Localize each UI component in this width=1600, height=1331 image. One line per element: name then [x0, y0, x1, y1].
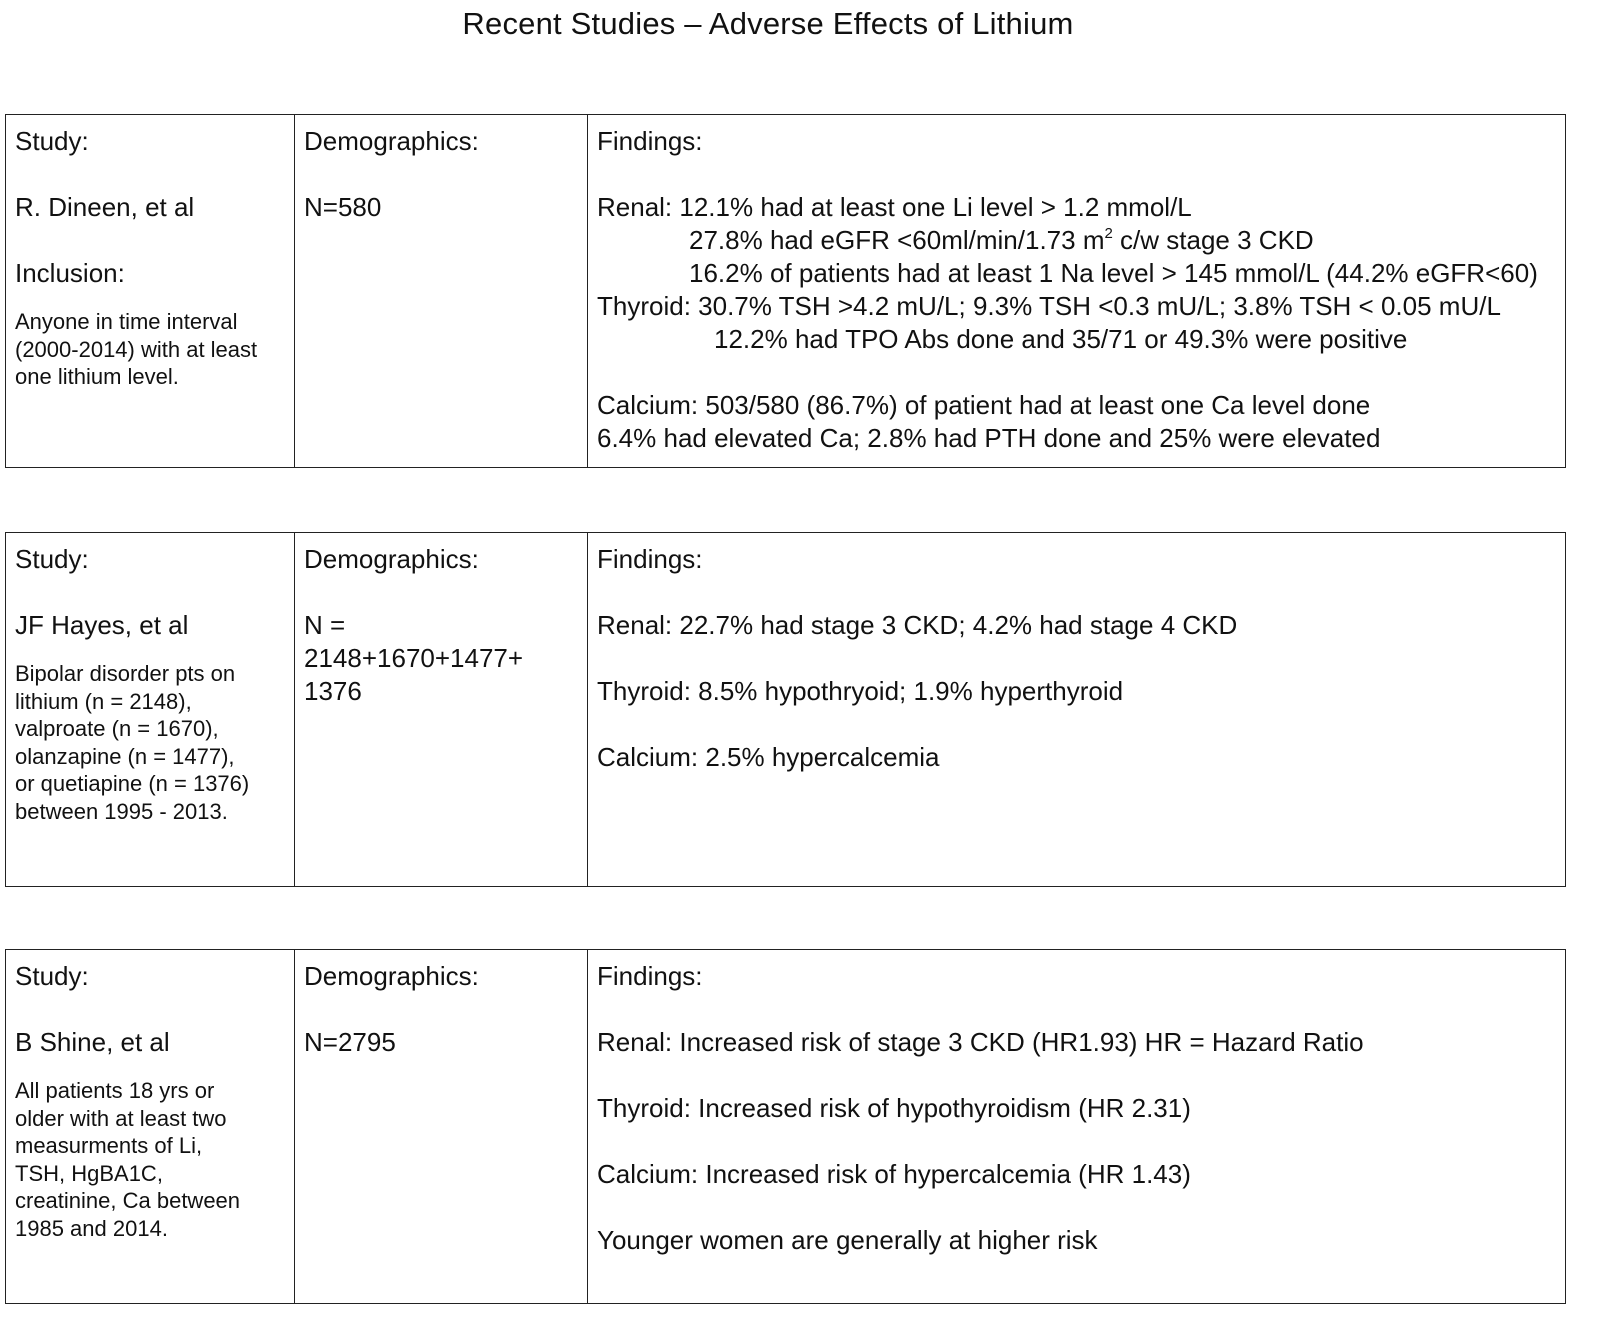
inclusion-line: All patients 18 yrs or [15, 1078, 215, 1103]
finding-thyroid-tpo: 12.2% had TPO Abs done and 35/71 or 49.3% were positive [714, 324, 1408, 354]
demographics-label: Demographics: [304, 544, 479, 574]
demographics-value: N = [304, 610, 346, 640]
study-author: JF Hayes, et al [15, 610, 189, 640]
study-author: B Shine, et al [15, 1027, 170, 1057]
inclusion-line: olanzapine (n = 1477), [15, 743, 235, 769]
study-author: R. Dineen, et al [15, 192, 195, 222]
study-table-hayes [5, 532, 1566, 887]
inclusion-line: between 1995 - 2013. [15, 798, 228, 824]
inclusion-line: lithium (n = 2148), [15, 688, 192, 714]
finding-thyroid: Thyroid: Increased risk of hypothyroidism (HR 2.31) [597, 1093, 1191, 1123]
findings-cell [588, 533, 1566, 887]
findings-cell [588, 950, 1566, 1304]
inclusion-line: valproate (n = 1670), [15, 716, 219, 741]
findings-cell [588, 115, 1566, 468]
demographics-value: N=2795 [304, 1027, 396, 1057]
inclusion-line: TSH, HgBA1C, [15, 1160, 163, 1186]
finding-renal: Renal: 12.1% had at least one Li level > 1.2 mmol/L [597, 192, 1192, 222]
page-title: Recent Studies – Adverse Effects of Lithium [462, 6, 1074, 41]
findings-label: Findings: [597, 961, 703, 991]
demographics-value: 1376 [304, 676, 362, 706]
study-table-shine [5, 949, 1566, 1304]
study-cell [6, 950, 295, 1304]
demographics-label: Demographics: [304, 126, 479, 156]
study-label: Study: [15, 961, 89, 991]
demographics-cell [295, 533, 588, 887]
demographics-value: N=580 [304, 192, 382, 222]
inclusion-line: Bipolar disorder pts on [15, 661, 236, 686]
finding-renal: Renal: Increased risk of stage 3 CKD (HR1.93) HR = Hazard Ratio [597, 1027, 1364, 1057]
finding-renal-na: 16.2% of patients had at least 1 Na level > 145 mmol/L (44.2% eGFR<60) [689, 258, 1538, 288]
inclusion-line: measurments of Li, [15, 1133, 203, 1158]
finding-calcium: Calcium: 2.5% hypercalcemia [597, 742, 940, 772]
finding-renal: Renal: 22.7% had stage 3 CKD; 4.2% had stage 4 CKD [597, 610, 1238, 640]
finding-calcium: Calcium: Increased risk of hypercalcemia (HR 1.43) [597, 1159, 1191, 1189]
inclusion-line: (2000-2014) with at least [15, 336, 258, 362]
finding-risk-note: Younger women are generally at higher risk [597, 1225, 1098, 1255]
study-label: Study: [15, 544, 89, 574]
findings-label: Findings: [597, 126, 703, 156]
finding-renal-egfr: 27.8% had eGFR <60ml/min/1.73 $m^2$ c/w stage 3 CKD [689, 225, 1314, 255]
finding-thyroid: Thyroid: 8.5% hypothryoid; 1.9% hyperthyroid [597, 676, 1124, 706]
demographics-label: Demographics: [304, 961, 479, 991]
study-cell [6, 115, 295, 468]
inclusion-line: 1985 and 2014. [15, 1215, 168, 1241]
study-label: Study: [15, 126, 89, 156]
inclusion-label: Inclusion: [15, 258, 125, 288]
inclusion-line: or quetiapine (n = 1376) [15, 771, 250, 796]
finding-calcium: Calcium: 503/580 (86.7%) of patient had at least one Ca level done [597, 390, 1371, 420]
finding-calcium-pth: 6.4% had elevated Ca; 2.8% had PTH done and 25% were elevated [597, 423, 1381, 453]
demographics-cell [295, 115, 588, 468]
demographics-value: 2148+1670+1477+ [304, 643, 524, 673]
inclusion-line: older with at least two [15, 1105, 227, 1131]
finding-thyroid: Thyroid: 30.7% TSH >4.2 mU/L; 9.3% TSH <0.3 mU/L; 3.8% TSH < 0.05 mU/L [597, 291, 1501, 321]
demographics-cell [295, 950, 588, 1304]
inclusion-line: Anyone in time interval [15, 309, 238, 334]
inclusion-line: one lithium level. [15, 364, 179, 389]
study-cell [6, 533, 295, 887]
inclusion-line: creatinine, Ca between [15, 1188, 241, 1213]
findings-label: Findings: [597, 544, 703, 574]
study-table-dineen [5, 114, 1566, 468]
